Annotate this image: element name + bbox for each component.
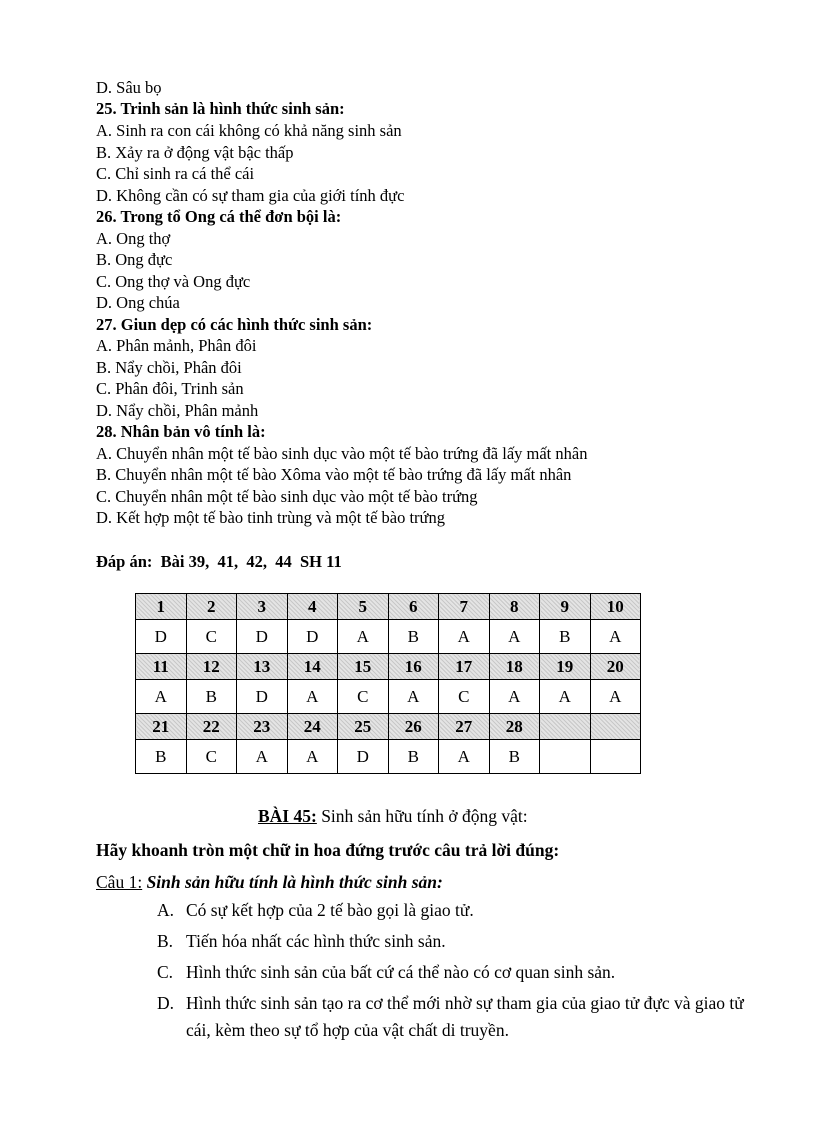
question-number-cell: 20: [590, 654, 641, 680]
question-28-title: 28. Nhân bản vô tính là:: [96, 422, 266, 441]
question-number-cell: 13: [237, 654, 288, 680]
question-25-option-c: C. Chỉ sinh ra cá thể cái: [96, 164, 255, 183]
answer-cell: A: [136, 680, 187, 714]
question-number-cell: 5: [338, 594, 389, 620]
answer-key-heading: Đáp án: Bài 39, 41, 42, 44 SH 11: [96, 552, 342, 571]
answer-cell: D: [287, 620, 338, 654]
question-number-cell: 11: [136, 654, 187, 680]
answer-cell: A: [590, 680, 641, 714]
answer-cell: B: [136, 740, 187, 774]
answer-cell: A: [338, 620, 389, 654]
answer-cell: C: [338, 680, 389, 714]
answer-cell: A: [287, 740, 338, 774]
question-number-cell: [540, 714, 591, 740]
answer-cell: B: [540, 620, 591, 654]
answer-cell: B: [388, 740, 439, 774]
question-number-cell: 3: [237, 594, 288, 620]
option-c-letter: C.: [157, 962, 174, 982]
question-1-option-d: [157, 990, 757, 1046]
question-1-label: Câu 1:: [96, 872, 143, 892]
question-1-text: Sinh sản hữu tính là hình thức sinh sản:: [142, 872, 443, 892]
answer-cell: A: [540, 680, 591, 714]
question-25-title: 25. Trinh sản là hình thức sinh sản:: [96, 99, 345, 118]
answer-cell: A: [287, 680, 338, 714]
question-number-cell: 1: [136, 594, 187, 620]
question-28-option-c: C. Chuyển nhân một tế bào sinh dục vào một tế bào trứng: [96, 487, 478, 506]
question-number-cell: 15: [338, 654, 389, 680]
question-number-cell: 4: [287, 594, 338, 620]
answer-cell: A: [489, 620, 540, 654]
answer-cell: A: [439, 620, 490, 654]
question-27-option-c: C. Phân đôi, Trinh sản: [96, 379, 244, 398]
previous-option-d: D. Sâu bọ: [96, 78, 162, 97]
question-number-cell: [590, 714, 641, 740]
question-28-option-d: D. Kết hợp một tế bào tinh trùng và một tế bào trứng: [96, 508, 445, 527]
question-number-cell: 28: [489, 714, 540, 740]
question-25-option-b: B. Xảy ra ở động vật bậc thấp: [96, 143, 294, 162]
answer-cell: A: [237, 740, 288, 774]
answer-cell: [540, 740, 591, 774]
question-number-cell: 6: [388, 594, 439, 620]
question-number-cell: 19: [540, 654, 591, 680]
question-number-cell: 21: [136, 714, 187, 740]
option-b-text: Tiến hóa nhất các hình thức sinh sản.: [186, 931, 446, 951]
question-1-option-c: [157, 959, 757, 986]
answer-cell: B: [186, 680, 237, 714]
answer-cell: C: [439, 680, 490, 714]
question-26-option-d: D. Ong chúa: [96, 293, 180, 312]
answer-cell: [590, 740, 641, 774]
instruction-text: Hãy khoanh tròn một chữ in hoa đứng trước câu trả lời đúng:: [96, 840, 560, 860]
answer-cell: A: [439, 740, 490, 774]
lesson-45-topic: Sinh sản hữu tính ở động vật:: [316, 806, 528, 826]
question-number-cell: 18: [489, 654, 540, 680]
question-25-option-d: D. Không cần có sự tham gia của giới tính đực: [96, 186, 405, 205]
question-number-cell: 26: [388, 714, 439, 740]
answer-cell: A: [489, 680, 540, 714]
answer-cell: B: [489, 740, 540, 774]
answer-number-row: [136, 714, 641, 740]
option-d-letter: D.: [157, 993, 175, 1013]
answer-key-table: [135, 593, 641, 774]
question-1-option-a: [157, 897, 757, 924]
answer-cell: A: [590, 620, 641, 654]
answer-letter-row: [136, 620, 641, 654]
option-b-letter: B.: [157, 931, 174, 951]
question-27-title: 27. Giun dẹp có các hình thức sinh sản:: [96, 315, 373, 334]
answer-letter-row: [136, 680, 641, 714]
lesson-45-label: BÀI 45:: [258, 806, 317, 826]
question-1-title: [96, 871, 443, 893]
question-27-option-d: D. Nẩy chồi, Phân mảnh: [96, 401, 259, 420]
question-27-option-b: B. Nẩy chồi, Phân đôi: [96, 358, 242, 377]
answer-letter-row: [136, 740, 641, 774]
question-number-cell: 23: [237, 714, 288, 740]
question-26-option-b: B. Ong đực: [96, 250, 173, 269]
question-28-option-a: A. Chuyển nhân một tế bào sinh dục vào một tế bào trứng đã lấy mất nhân: [96, 444, 588, 463]
question-27-option-a: A. Phân mảnh, Phân đôi: [96, 336, 257, 355]
answer-number-row: [136, 654, 641, 680]
question-number-cell: 22: [186, 714, 237, 740]
question-number-cell: 27: [439, 714, 490, 740]
question-number-cell: 9: [540, 594, 591, 620]
option-a-text: Có sự kết hợp của 2 tế bào gọi là giao tử.: [186, 900, 474, 920]
answer-cell: C: [186, 740, 237, 774]
question-number-cell: 7: [439, 594, 490, 620]
answer-cell: D: [237, 620, 288, 654]
question-number-cell: 8: [489, 594, 540, 620]
question-1-option-b: [157, 928, 757, 955]
question-number-cell: 2: [186, 594, 237, 620]
answer-number-row: [136, 594, 641, 620]
question-number-cell: 10: [590, 594, 641, 620]
question-26-option-c: C. Ong thợ và Ong đực: [96, 272, 251, 291]
question-25-option-a: A. Sinh ra con cái không có khả năng sinh sản: [96, 121, 402, 140]
question-26-option-a: A. Ong thợ: [96, 229, 171, 248]
answer-cell: B: [388, 620, 439, 654]
question-number-cell: 17: [439, 654, 490, 680]
answer-cell: C: [186, 620, 237, 654]
question-number-cell: 25: [338, 714, 389, 740]
answer-cell: D: [237, 680, 288, 714]
option-d-text: Hình thức sinh sản tạo ra cơ thể mới nhờ sự tham gia của giao tử đực và giao tử cái, kèm theo sự tổ hợp của vật chất di truyền.: [186, 993, 744, 1040]
lesson-45-title: [258, 805, 528, 827]
question-number-cell: 12: [186, 654, 237, 680]
question-number-cell: 14: [287, 654, 338, 680]
option-a-letter: A.: [157, 900, 175, 920]
answer-cell: D: [136, 620, 187, 654]
answer-cell: D: [338, 740, 389, 774]
question-number-cell: 16: [388, 654, 439, 680]
question-26-title: 26. Trong tổ Ong cá thể đơn bội là:: [96, 207, 342, 226]
option-c-text: Hình thức sinh sản của bất cứ cá thể nào có cơ quan sinh sản.: [186, 962, 616, 982]
question-number-cell: 24: [287, 714, 338, 740]
answer-cell: A: [388, 680, 439, 714]
question-28-option-b: B. Chuyển nhân một tế bào Xôma vào một tế bào trứng đã lấy mất nhân: [96, 465, 572, 484]
